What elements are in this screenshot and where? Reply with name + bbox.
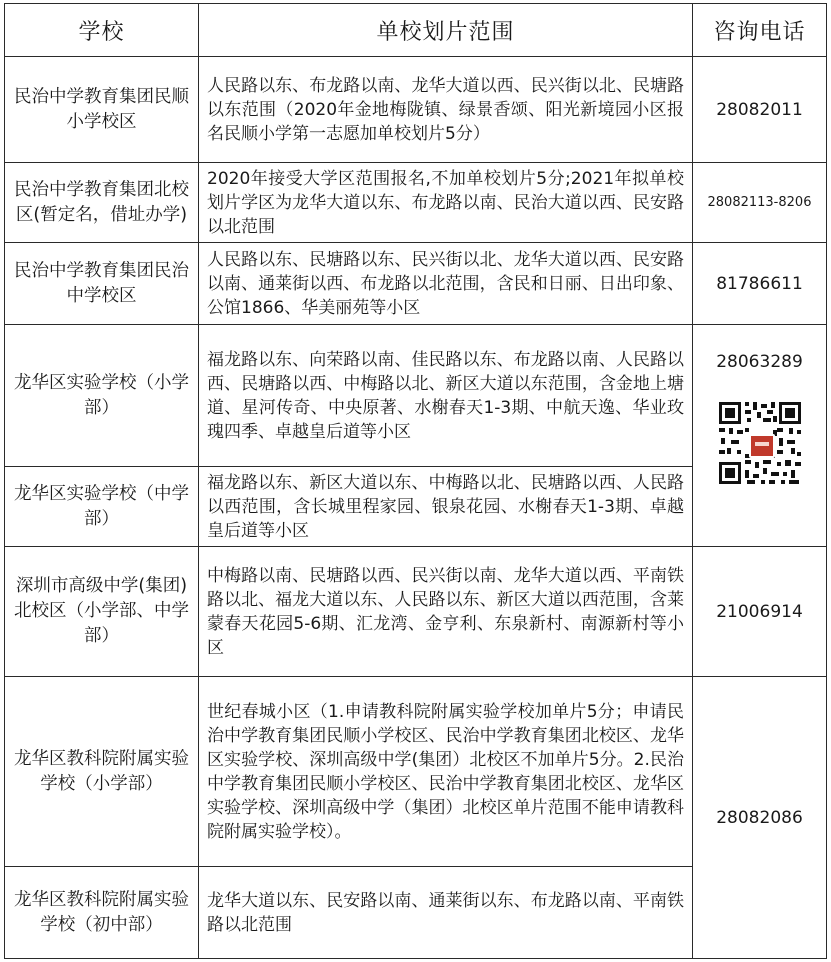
header-phone: 咨询电话 <box>693 4 827 57</box>
qr-code-container <box>693 400 826 486</box>
table-row <box>5 325 827 467</box>
zoning-range: 中梅路以南、民塘路以西、民兴街以南、龙华大道以西、平南铁路以北、福龙大道以东、人民路以东、新区大道以西范围，含莱蒙春天花园5-6期、汇龙湾、金亨利、东泉新村、南源新村等小区 <box>199 547 693 677</box>
phone-cell-merged <box>693 325 827 547</box>
zoning-range: 世纪春城小区（1.申请教科院附属实验学校加单片5分；申请民治中学教育集团民顺小学校区、民治中学教育集团北校区、龙华区实验学校、深圳高级中学(集团）北校区不加单片5分。2.民治中学教育集团民顺小学校区、民治中学教育集团北校区、龙华区实验学校、深圳高级中学（集团）北校区单片范围不能申请教科院附属实验学校）。 <box>199 677 693 867</box>
zoning-range: 人民路以东、民塘路以东、民兴街以北、龙华大道以西、民安路以南、通莱街以西、布龙路以北范围，含民和日丽、日出印象、公馆1866、华美丽苑等小区 <box>199 243 693 325</box>
zoning-range: 福龙路以东、新区大道以东、中梅路以北、民塘路以西、人民路以西范围，含长城里程家园、银泉花园、水榭春天1-3期、卓越皇后道等小区 <box>199 467 693 547</box>
school-name: 龙华区实验学校（中学部） <box>5 467 199 547</box>
school-name: 民治中学教育集团民治中学校区 <box>5 243 199 325</box>
phone-number: 81786611 <box>693 243 827 325</box>
phone-number: 21006914 <box>693 547 827 677</box>
phone-number: 28082113-8206 <box>693 163 827 243</box>
school-name: 龙华区教科院附属实验学校（初中部） <box>5 867 199 959</box>
table-row <box>5 57 827 163</box>
zoning-range: 人民路以东、布龙路以南、龙华大道以西、民兴街以北、民塘路以东范围（2020年金地梅陇镇、绿景香颂、阳光新境园小区报名民顺小学第一志愿加单校划片5分） <box>199 57 693 163</box>
school-zoning-table <box>4 3 827 959</box>
table-row <box>5 547 827 677</box>
zoning-range: 福龙路以东、向荣路以南、佳民路以东、布龙路以南、人民路以西、民塘路以西、中梅路以北、新区大道以东范围，含金地上塘道、星河传奇、中央原著、水榭春天1-3期、中航天逸、华业玫瑰四季、卓越皇后道等小区 <box>199 325 693 467</box>
school-name: 民治中学教育集团民顺小学校区 <box>5 57 199 163</box>
school-name: 龙华区教科院附属实验学校（小学部） <box>5 677 199 867</box>
header-school: 学校 <box>5 4 199 57</box>
table-row <box>5 243 827 325</box>
qr-logo-badge <box>749 434 775 458</box>
qr-code-icon[interactable] <box>717 400 803 486</box>
zoning-range: 龙华大道以东、民安路以南、通莱街以东、布龙路以南、平南铁路以北范围 <box>199 867 693 959</box>
table-header-row <box>5 4 827 57</box>
phone-number: 28063289 <box>716 351 803 372</box>
zoning-range: 2020年接受大学区范围报名,不加单校划片5分;2021年拟单校划片学区为龙华大道以东、布龙路以南、民治大道以西、民安路以北范围 <box>199 163 693 243</box>
school-name: 龙华区实验学校（小学部） <box>5 325 199 467</box>
table-row <box>5 163 827 243</box>
phone-number: 28082011 <box>693 57 827 163</box>
phone-number: 28082086 <box>693 677 827 959</box>
header-range: 单校划片范围 <box>199 4 693 57</box>
admission-table-container <box>4 3 826 958</box>
school-name: 深圳市高级中学(集团)北校区（小学部、中学部） <box>5 547 199 677</box>
table-row <box>5 677 827 867</box>
school-name: 民治中学教育集团北校区(暂定名，借址办学) <box>5 163 199 243</box>
